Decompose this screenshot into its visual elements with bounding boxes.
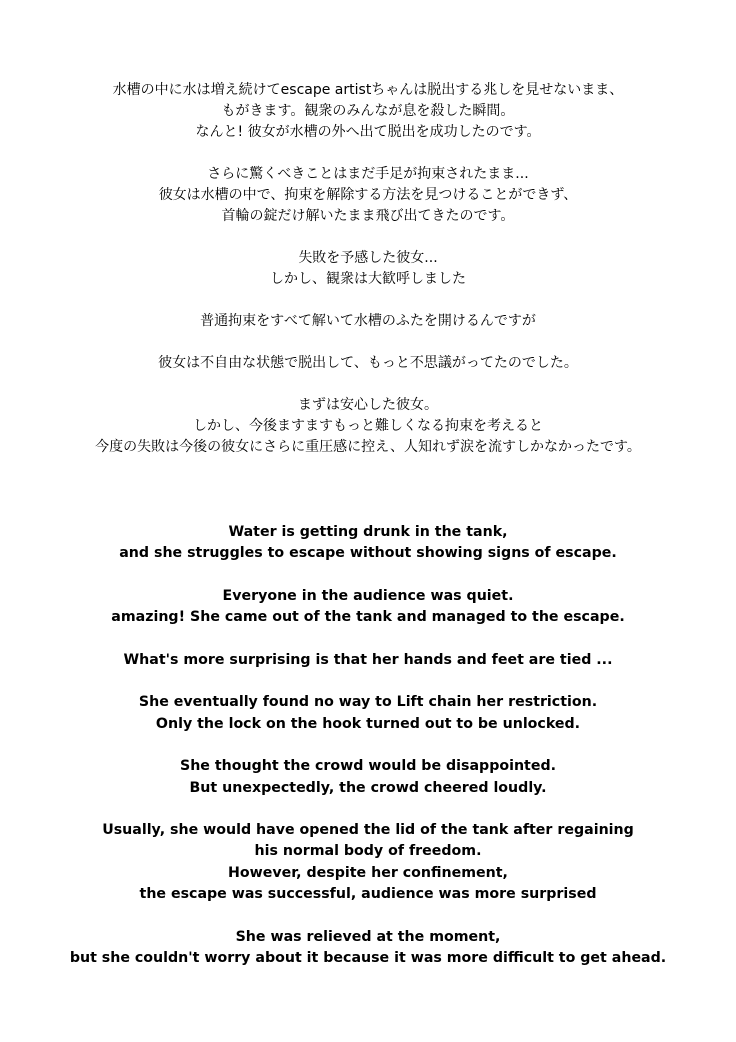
jp-line: しかし、今後ますますもっと難しくなる拘束を考えると	[193, 418, 543, 434]
en-line: Only the lock on the hook turned out to be unlocked.	[155, 715, 581, 732]
jp-line: なんと! 彼女が水槽の外へ出て脱出を成功したのです。	[195, 124, 541, 140]
en-line: But unexpectedly, the crowd cheered loudly.	[189, 779, 547, 796]
jp-paragraph-5	[0, 353, 736, 374]
en-paragraph-3	[0, 650, 736, 671]
jp-paragraph-3	[0, 248, 736, 290]
english-text-section	[0, 522, 736, 991]
jp-line: 水槽の中に水は増え続けてescape artistちゃんは脱出する兆しを見せないまま、	[112, 82, 624, 98]
jp-line: 彼女は水槽の中で、拘束を解除する方法を見つけることができず、	[158, 187, 578, 203]
en-paragraph-7	[0, 927, 736, 970]
en-line: and she struggles to escape without showing signs of escape.	[119, 545, 617, 562]
jp-line: 今度の失敗は今後の彼女にさらに重圧感に控え、人知れず涙を流すしかなかったです。	[95, 439, 641, 455]
jp-line: 首輪の錠だけ解いたまま飛び出てきたのです。	[221, 208, 515, 224]
en-line: She thought the crowd would be disappointed.	[179, 758, 557, 775]
en-paragraph-6	[0, 820, 736, 905]
jp-line: もがきます。観衆のみんなが息を殺した瞬間。	[221, 103, 515, 119]
en-line: Usually, she would have opened the lid of the tank after regaining	[102, 822, 634, 839]
jp-line: 彼女は不自由な状態で脱出して、もっと不思議がってたのでした。	[158, 355, 578, 371]
jp-paragraph-4	[0, 311, 736, 332]
en-line: but she couldn't worry about it because it was more difficult to get ahead.	[69, 949, 667, 966]
en-line: What's more surprising is that her hands and feet are tied ...	[123, 651, 613, 668]
jp-line: しかし、観衆は大歓呼しました	[270, 271, 466, 287]
jp-line: 普通拘束をすべて解いて水槽のふたを開けるんですが	[200, 313, 536, 329]
jp-line: 失敗を予感した彼女...	[298, 250, 438, 266]
en-paragraph-4	[0, 692, 736, 735]
en-line: However, despite her confinement,	[228, 864, 508, 881]
en-paragraph-5	[0, 756, 736, 799]
en-line: his normal body of freedom.	[254, 843, 482, 860]
japanese-text-section	[0, 80, 736, 479]
jp-line: さらに驚くべきことはまだ手足が拘束されたまま...	[207, 166, 529, 182]
en-paragraph-1	[0, 522, 736, 565]
en-line: the escape was successful, audience was more surprised	[139, 886, 597, 903]
en-line: amazing! She came out of the tank and managed to the escape.	[111, 609, 625, 626]
en-line: She eventually found no way to Lift chain her restriction.	[138, 694, 598, 711]
jp-paragraph-2	[0, 164, 736, 227]
jp-paragraph-6	[0, 395, 736, 458]
en-paragraph-2	[0, 586, 736, 629]
en-line: She was relieved at the moment,	[235, 928, 501, 945]
jp-line: まずは安心した彼女。	[298, 397, 438, 413]
en-line: Everyone in the audience was quiet.	[222, 587, 514, 604]
jp-paragraph-1	[0, 80, 736, 143]
en-line: Water is getting drunk in the tank,	[228, 524, 508, 540]
